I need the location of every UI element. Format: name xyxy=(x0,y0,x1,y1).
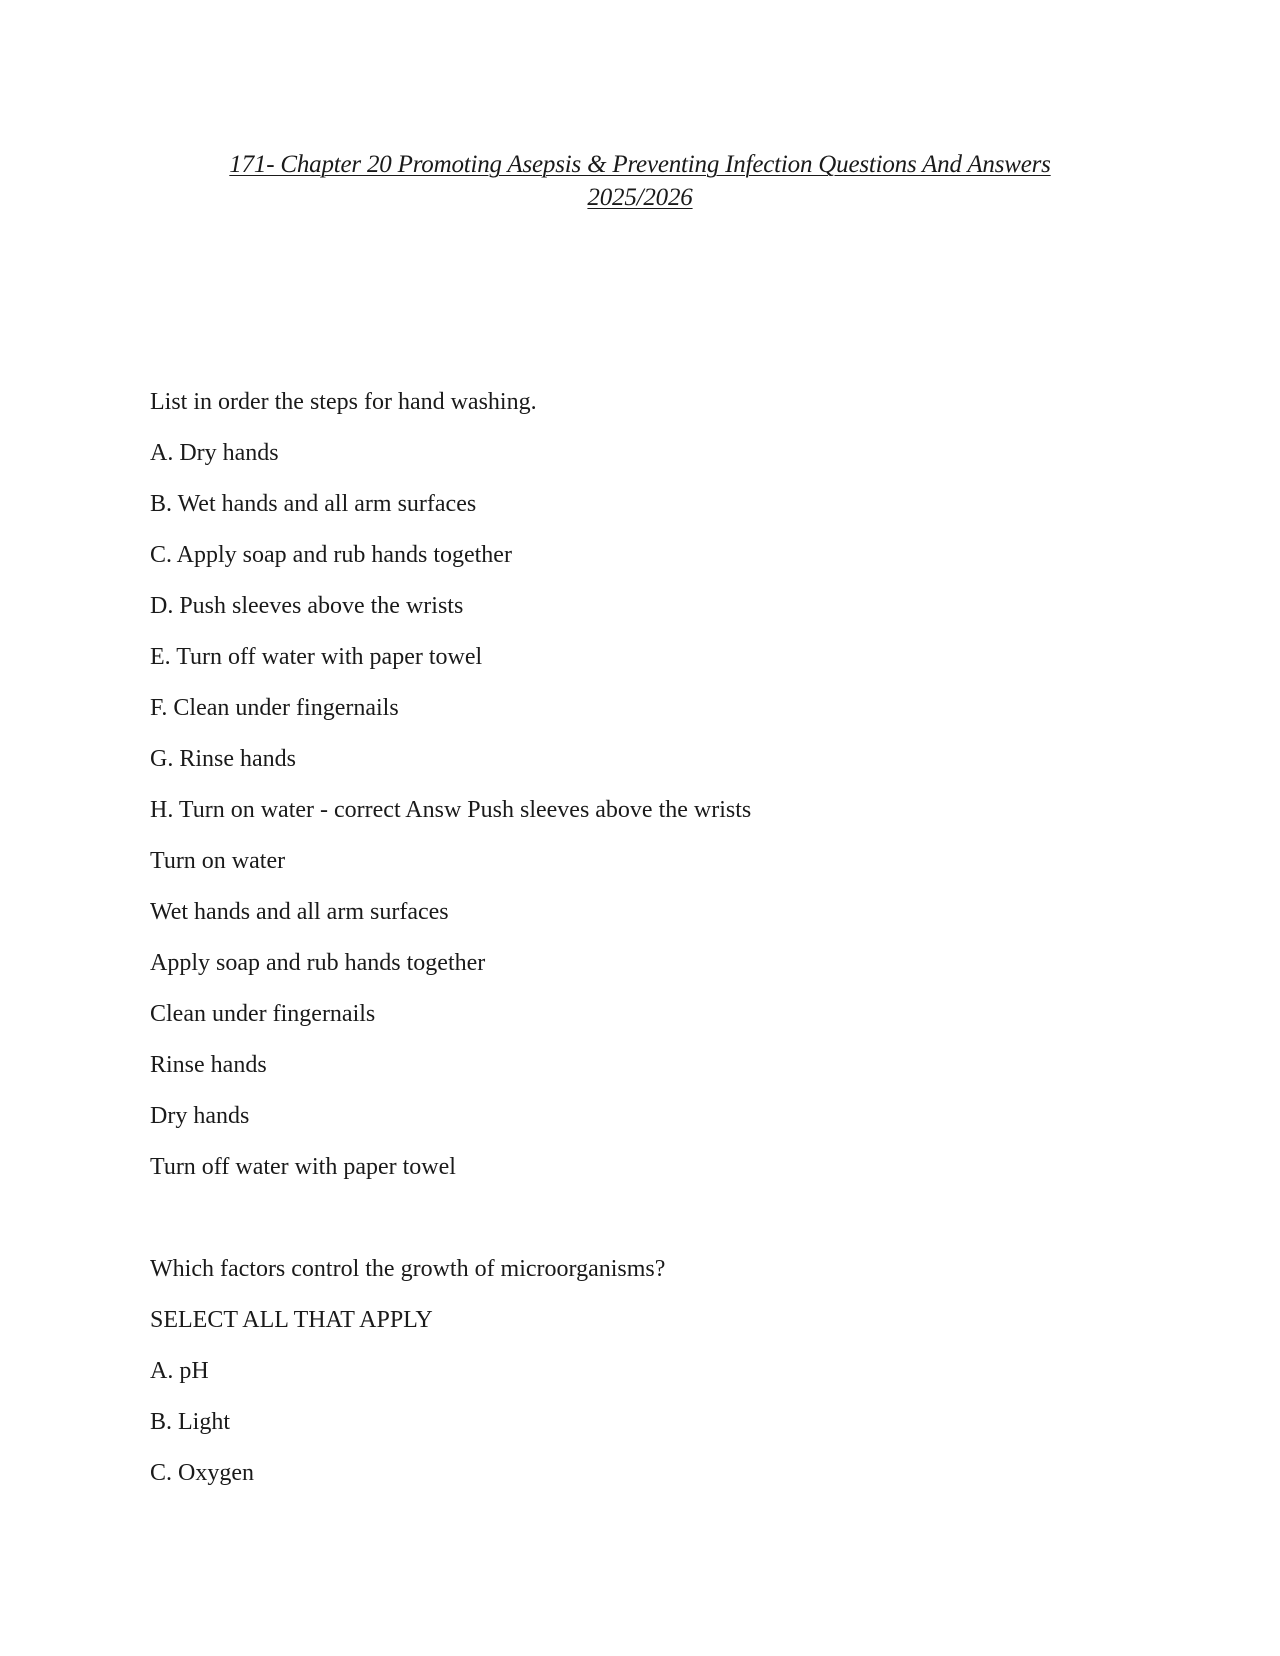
question-1-option-e: E. Turn off water with paper towel xyxy=(150,644,483,670)
question-2-prompt: Which factors control the growth of microorganisms? xyxy=(150,1256,666,1282)
answer-step: Apply soap and rub hands together xyxy=(150,950,486,976)
question-2-instruction: SELECT ALL THAT APPLY xyxy=(150,1307,433,1333)
document-body xyxy=(150,383,751,1505)
question-2-option-b: B. Light xyxy=(150,1409,231,1435)
title-line-2: 2025/2026 xyxy=(587,184,693,211)
question-1-prompt: List in order the steps for hand washing. xyxy=(150,389,537,415)
question-1-option-f: F. Clean under fingernails xyxy=(150,695,399,721)
question-1-option-c: C. Apply soap and rub hands together xyxy=(150,542,512,568)
question-2-option-c: C. Oxygen xyxy=(150,1460,254,1486)
title-line-1: 171- Chapter 20 Promoting Asepsis & Preventing Infection Questions And Answers xyxy=(229,151,1051,178)
answer-step: Dry hands xyxy=(150,1103,250,1129)
question-spacer xyxy=(150,1199,751,1250)
answer-step: Clean under fingernails xyxy=(150,1001,376,1027)
answer-step: Turn off water with paper towel xyxy=(150,1154,456,1180)
answer-step: Turn on water xyxy=(150,848,286,874)
question-1-option-g: G. Rinse hands xyxy=(150,746,296,772)
question-1-option-d: D. Push sleeves above the wrists xyxy=(150,593,464,619)
document-title xyxy=(120,148,1160,214)
question-1-option-b: B. Wet hands and all arm surfaces xyxy=(150,491,477,517)
question-2-option-a: A. pH xyxy=(150,1358,209,1384)
question-1-option-h: H. Turn on water - correct Answ Push sleeves above the wrists xyxy=(150,797,752,823)
answer-step: Rinse hands xyxy=(150,1052,267,1078)
question-1-option-a: A. Dry hands xyxy=(150,440,279,466)
answer-step: Wet hands and all arm surfaces xyxy=(150,899,449,925)
